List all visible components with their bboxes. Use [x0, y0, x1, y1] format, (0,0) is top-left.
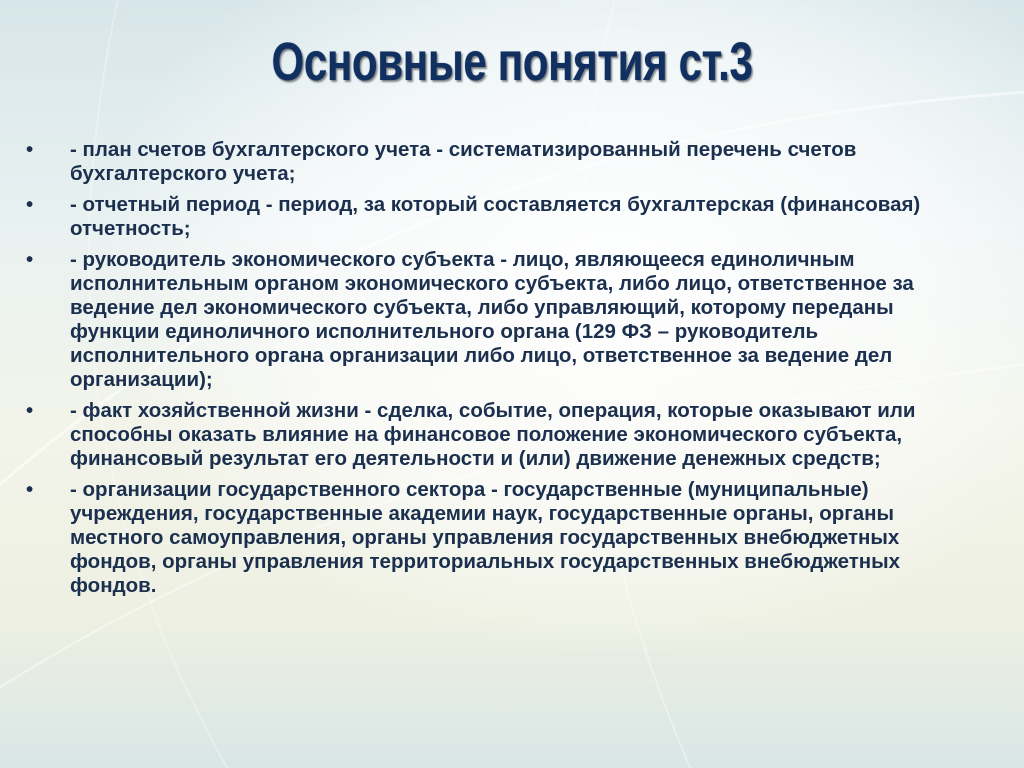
list-item: [26, 138, 986, 186]
definition-text: - организации государственного сектора - государственные (муниципальные) учреждения, государственные академии наук, государственные органы, органы местного самоуправления, органы управления государственных внебюджетных фондов, органы управления территориальных государственных внебюджетных фондов.: [70, 478, 901, 597]
definition-text: - план счетов бухгалтерского учета - систематизированный перечень счетов бухгалтерского учета;: [70, 138, 857, 185]
list-item: [26, 478, 986, 598]
bullet-icon: •: [26, 478, 34, 501]
definitions-list: [26, 138, 986, 605]
bullet-icon: •: [26, 138, 34, 161]
slide-title: Основные понятия ст.3: [271, 32, 753, 92]
bullet-icon: •: [26, 399, 34, 422]
list-item: [26, 193, 986, 241]
definition-text: - отчетный период - период, за который составляется бухгалтерская (финансовая) отчетность;: [70, 193, 921, 240]
definition-text: - факт хозяйственной жизни - сделка, событие, операция, которые оказывают или способны оказать влияние на финансовое положение экономического субъекта, финансовый результат его деятельности и (или) движение денежных средств;: [70, 399, 916, 470]
bullet-icon: •: [26, 248, 34, 271]
definition-text: - руководитель экономического субъекта - лицо, являющееся единоличным исполнительным органом экономического субъекта, либо лицо, ответственное за ведение дел экономического субъекта, либо управляющий, которому переданы функции единоличного исполнительного органа (129 ФЗ – руководитель исполнительного органа организации либо лицо, ответственное за ведение дел организации);: [70, 248, 914, 391]
list-item: [26, 248, 986, 392]
bullet-icon: •: [26, 193, 34, 216]
list-item: [26, 399, 986, 471]
